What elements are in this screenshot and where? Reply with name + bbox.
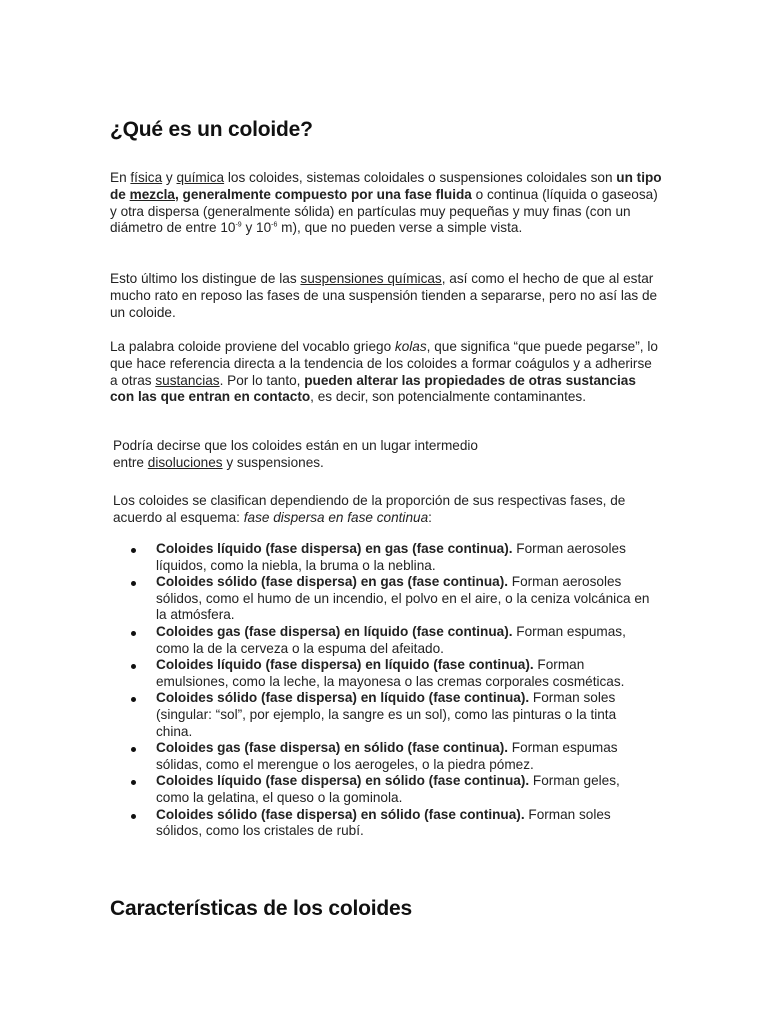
section-heading: Características de los coloides (110, 897, 412, 920)
text: m), que no pueden verse a simple vista. (277, 220, 523, 236)
text: los coloides, sistemas coloidales o suspensiones coloidales son (224, 170, 617, 185)
text: o continua (líquida o gaseosa) y otra dispersa (generalmente sólida) en partículas muy pequeñas y muy finas (con un diámetro de entre 10 (110, 186, 658, 236)
bullet-icon (131, 747, 136, 752)
italic-text: kolas (394, 339, 427, 354)
list-item (110, 807, 662, 840)
item-title: Coloides gas (fase dispersa) en sólido (fase continua). (156, 740, 509, 756)
item-text: Forman aerosoles líquidos, como la niebla, la bruma o la neblina. (156, 541, 626, 573)
item-title: Coloides sólido (fase dispersa) en gas (fase continua). (156, 574, 509, 590)
list-item (110, 541, 662, 574)
item-text: Forman aerosoles sólidos, como el humo de un incendio, el polvo en el aire, o la ceniza volcánica en la atmósfera. (156, 574, 650, 623)
text: y 10 (241, 220, 272, 236)
text: La palabra coloide proviene del vocablo griego (110, 339, 395, 354)
bold-text: pueden alterar las propiedades de otras sustancias con las que entran en contacto (110, 372, 636, 405)
page-title: ¿Qué es un coloide? (110, 118, 313, 141)
paragraph-classification (110, 493, 665, 527)
paragraph-intermediate (110, 438, 665, 472)
list-item (110, 740, 662, 773)
list-item (110, 574, 662, 624)
text: , así como el hecho de que al estar mucho rato en reposo las fases de una suspensión tienden a separarse, pero no así las de un coloide. (110, 271, 658, 320)
text: un tipo de (110, 170, 662, 202)
paragraph-etymology (110, 339, 662, 406)
paragraph-distinction (110, 271, 662, 321)
superscript: -6 (271, 221, 278, 229)
item-text: Forman emulsiones, como la leche, la mayonesa o las cremas corporales cosméticas. (156, 657, 625, 689)
bullet-icon (131, 631, 136, 636)
item-text: Forman soles sólidos, como los cristales de rubí. (156, 806, 611, 839)
bullet-icon (131, 581, 136, 586)
link-disoluciones[interactable]: disoluciones (147, 454, 223, 470)
item-text: Forman geles, como la gelatina, el queso o la gominola. (156, 773, 620, 805)
link-mezcla[interactable]: mezcla (129, 186, 175, 202)
item-title: Coloides líquido (fase dispersa) en líquido (fase continua). (156, 657, 534, 673)
link-quimica[interactable]: química (176, 170, 225, 185)
item-title: Coloides líquido (fase dispersa) en gas (fase continua). (156, 541, 513, 556)
text: En (110, 170, 131, 185)
item-text: Forman espumas, como la de la cerveza o la espuma del afeitado. (156, 623, 626, 656)
text: Podría decirse que los coloides están en un lugar intermedio (113, 438, 478, 453)
colloid-types-list (110, 541, 662, 840)
list-item (110, 624, 662, 657)
text: entre (113, 454, 148, 470)
item-text: Forman soles (singular: “sol”, por ejemplo, la sangre es un sol), como las pinturas o la tinta china. (156, 690, 617, 739)
text: . Por lo tanto, (219, 372, 305, 388)
paragraph-definition (110, 170, 662, 237)
text: Los coloides se clasifican dependiendo de la proporción de sus respectivas fases, de acuerdo al esquema: (113, 493, 626, 525)
link-sustancias[interactable]: sustancias (155, 372, 220, 388)
italic-text: fase dispersa en fase continua (243, 509, 429, 525)
bullet-icon (131, 780, 136, 785)
item-title: Coloides sólido (fase dispersa) en líquido (fase continua). (156, 690, 530, 706)
bullet-icon (131, 814, 136, 819)
superscript: -9 (235, 221, 242, 229)
text: Esto último los distingue de las (110, 271, 301, 286)
bullet-icon (131, 664, 136, 669)
text: , generalmente compuesto por una fase fluida (174, 186, 472, 202)
link-fisica[interactable]: física (130, 170, 163, 185)
item-title: Coloides líquido (fase dispersa) en sólido (fase continua). (156, 773, 530, 789)
bullet-icon (131, 697, 136, 702)
text: : (428, 509, 432, 525)
item-title: Coloides sólido (fase dispersa) en sólido (fase continua). (156, 806, 525, 822)
text: y (162, 170, 177, 185)
list-item (110, 773, 662, 806)
list-item (110, 690, 662, 740)
text: , que significa “que puede pegarse”, lo que hace referencia directa a la tendencia de los coloides a formar coágulos y a adherirse a otras (110, 339, 658, 388)
text: y suspensiones. (222, 454, 324, 470)
text: , es decir, son potencialmente contaminantes. (310, 389, 586, 405)
link-suspensiones-quimicas[interactable]: suspensiones químicas (300, 271, 442, 286)
item-title: Coloides gas (fase dispersa) en líquido (fase continua). (156, 623, 513, 639)
list-item (110, 657, 662, 690)
item-text: Forman espumas sólidas, como el merengue o los aerogeles, o la piedra pómez. (156, 740, 618, 772)
bullet-icon (131, 548, 136, 553)
